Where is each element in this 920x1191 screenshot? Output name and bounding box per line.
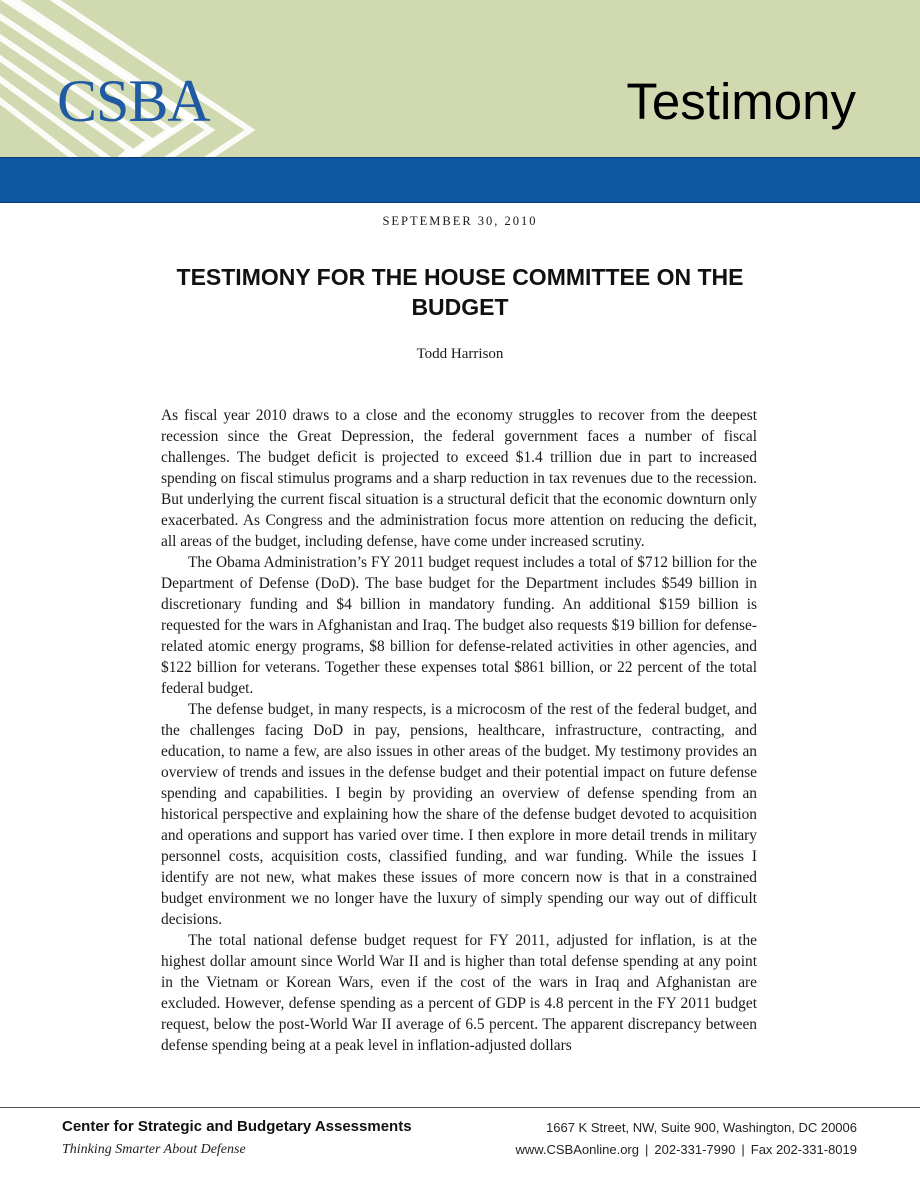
footer-contact-line <box>515 1140 857 1160</box>
footer-phone: 202-331-7990 <box>654 1142 736 1157</box>
page-title: TESTIMONY FOR THE HOUSE COMMITTEE ON THE BUDGET <box>176 264 744 320</box>
footer-website-link[interactable]: www.CSBAonline.org <box>515 1142 639 1157</box>
testimony-body <box>161 405 757 1056</box>
author-name: Todd Harrison <box>416 346 504 362</box>
body-paragraph: The Obama Administration’s FY 2011 budget request includes a total of $712 billion for the Department of Defense (DoD). The base budget for the Department includes $549 billion in discretionary funding and $4 billion in mandatory funding. An additional $159 billion is requested for the wars in Afghanistan and Iraq. The budget also requests $19 billion for defense-related atomic energy programs, $8 billion for defense-related activities in other agencies, and $122 billion for veterans. Together these expenses total $861 billion, or 22 percent of the total federal budget. <box>161 554 757 697</box>
footer-address: 1667 K Street, NW, Suite 900, Washington, DC 20006 <box>546 1120 857 1135</box>
footer-separator: | <box>645 1142 649 1157</box>
footer-organization-name: Center for Strategic and Budgetary Assessments <box>62 1118 412 1135</box>
footer-divider <box>0 1107 920 1108</box>
body-paragraph: The defense budget, in many respects, is a microcosm of the rest of the federal budget, and the challenges facing DoD in pay, pensions, healthcare, infrastructure, contracting, and education, to name a few, are also issues in other areas of the budget. My testimony provides an overview of trends and issues in the defense budget and their potential impact on future defense spending and capabilities. I begin by providing an overview of defense spending from an historical perspective and explaining how the share of the defense budget devoted to acquisition and operations and support has varied over time. I then explore in more detail trends in military personnel costs, acquisition costs, classified funding, and war funding. While the issues I identify are not new, what makes these issues of more concern now is that in a constrained budget environment we no longer have the luxury of simply spending our way out of difficult decisions. <box>161 701 757 928</box>
footer-tagline: Thinking Smarter About Defense <box>62 1142 246 1157</box>
body-paragraph: The total national defense budget request for FY 2011, adjusted for inflation, is at the highest dollar amount since World War II and is higher than total defense spending at any point in the Vietnam or Korean Wars, even if the cost of the wars in Iraq and Afghanistan are excluded. However, defense spending as a percent of GDP is 4.8 percent in the FY 2011 budget request, below the post-World War II average of 6.5 percent. The apparent discrepancy between defense spending being at a peak level in inflation-adjusted dollars <box>161 932 757 1054</box>
footer-separator: | <box>741 1142 745 1157</box>
csba-logo: CSBA <box>57 68 210 134</box>
testimony-date: SEPTEMBER 30, 2010 <box>382 214 538 228</box>
body-paragraph: As fiscal year 2010 draws to a close and the economy struggles to recover from the deepest recession since the Great Depression, the federal government faces a number of fiscal challenges. The budget deficit is projected to exceed $1.4 trillion due in part to increased spending on fiscal stimulus programs and a sharp reduction in tax revenues due to the recession. But underlying the current fiscal situation is a structural deficit that the economic downturn only exacerbated. As Congress and the administration focus more attention on reducing the deficit, all areas of the budget, including defense, have come under increased scrutiny. <box>161 407 757 550</box>
footer-fax: Fax 202-331-8019 <box>750 1142 857 1157</box>
document-type-label: Testimony <box>626 73 856 130</box>
